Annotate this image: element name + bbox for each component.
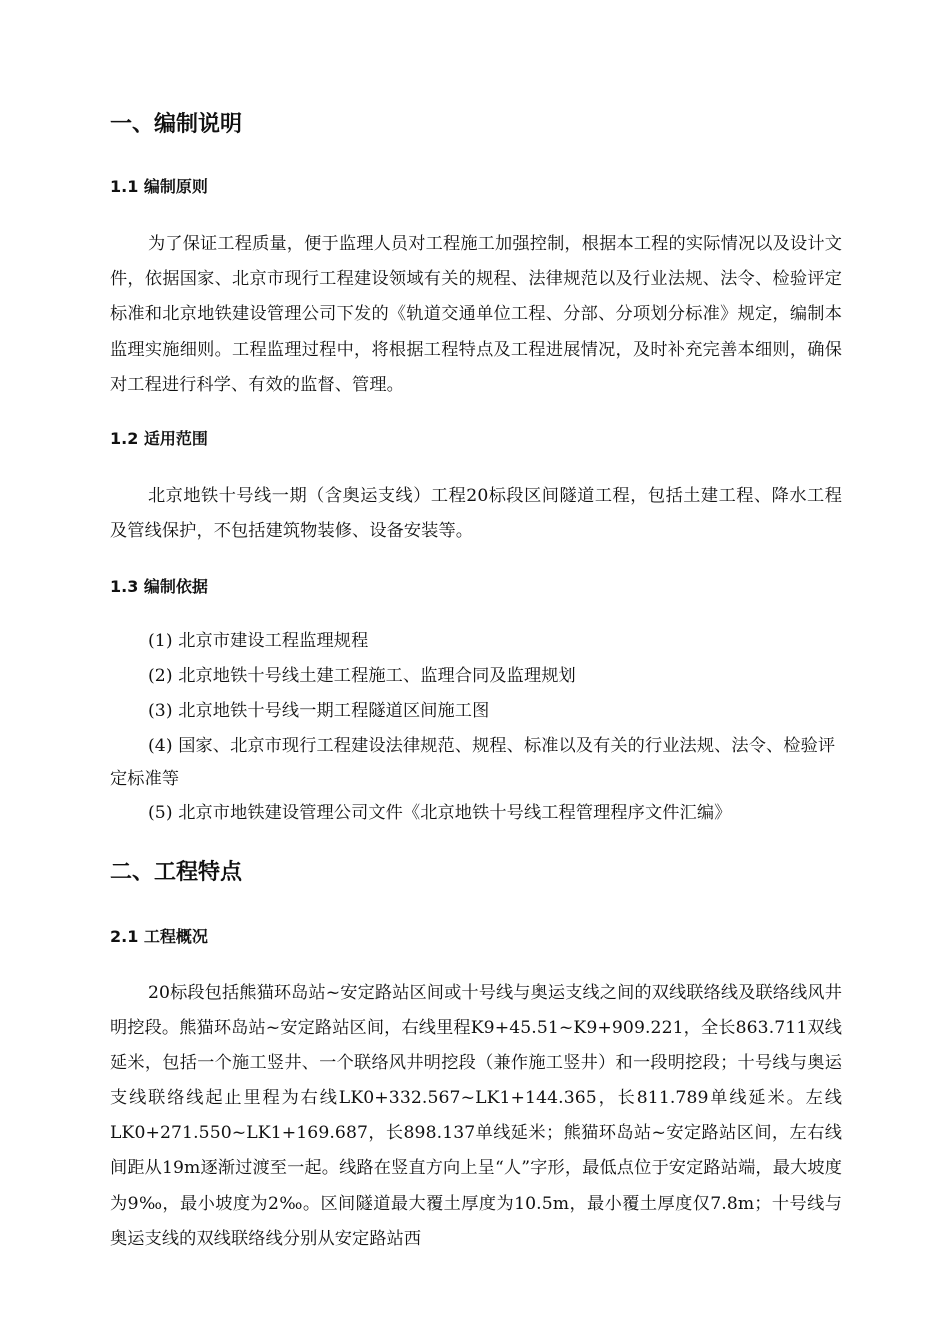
subsection-heading-2-1: 2.1 工程概况 [110,927,208,946]
paragraph-principles: 为了保证工程质量，便于监理人员对工程施工加强控制，根据本工程的实际情况以及设计文件，依据国家、北京市现行工程建设领域有关的规程、法律规范以及行业法规、法令、检验评定标准和北京地铁建设管理公司下发的《轨道交通单位工程、分部、分项划分标准》规定，编制本监理实施细则。工程监理过程中，将根据工程特点及工程进展情况，及时补充完善本细则，确保对工程进行科学、有效的监督、管理。 [110,234,842,395]
basis-list-item: (3) 北京地铁十号线一期工程隧道区间施工图 [148,701,490,721]
basis-list-item: (4) 国家、北京市现行工程建设法律规范、规程、标准以及有关的行业法规、法令、检验评定标准等 [110,736,836,789]
paragraph-project-overview: 20标段包括熊猫环岛站~安定路站区间或十号线与奥运支线之间的双线联络线及联络线风井明挖段。熊猫环岛站~安定路站区间，右线里程K9+45.51~K9+909.221，全长863.711双线延米，包括一个施工竖井、一个联络风井明挖段（兼作施工竖井）和一段明挖段；十号线与奥运支线联络线起止里程为右线LK0+332.567~LK1+144.365，长811.789单线延米。左线LK0+271.550~LK1+169.687，长898.137单线延米；熊猫环岛站~安定路站区间，左右线间距从19m逐渐过渡至一起。线路在竖直方向上呈“人”字形，最低点位于安定路站端，最大坡度为9‰，最小坡度为2‰。区间隧道最大覆土厚度为10.5m，最小覆土厚度仅7.8m；十号线与奥运支线的双线联络线分别从安定路站西 [110,983,842,1249]
subsection-heading-1-1: 1.1 编制原则 [110,177,208,196]
basis-list-item: (2) 北京地铁十号线土建工程施工、监理合同及监理规划 [148,666,576,686]
section-heading-1: 一、编制说明 [110,112,243,137]
subsection-heading-1-3: 1.3 编制依据 [110,577,208,596]
subsection-heading-1-2: 1.2 适用范围 [110,429,208,448]
basis-list-item: (1) 北京市建设工程监理规程 [148,631,369,651]
basis-list-item: (5) 北京市地铁建设管理公司文件《北京地铁十号线工程管理程序文件汇编》 [148,803,732,823]
section-heading-2: 二、工程特点 [110,860,243,885]
paragraph-scope: 北京地铁十号线一期（含奥运支线）工程20标段区间隧道工程，包括土建工程、降水工程及管线保护，不包括建筑物装修、设备安装等。 [110,486,842,542]
